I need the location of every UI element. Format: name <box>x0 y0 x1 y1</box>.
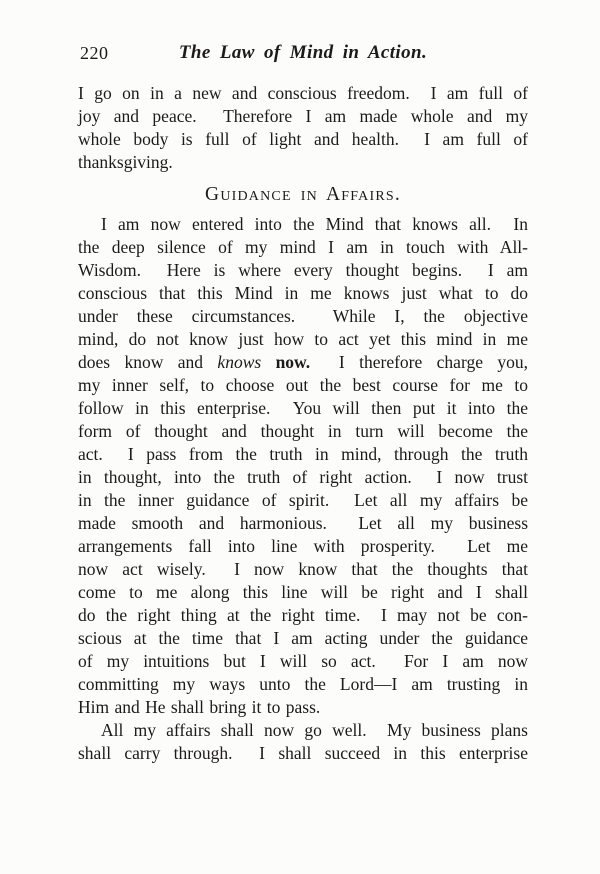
text-line: under these circumstances. While I, the objective <box>78 306 528 326</box>
text-line: I go on in a new and conscious freedom. I am full of <box>78 83 528 103</box>
text-line: of my intuitions but I will so act. For I am now <box>78 651 528 671</box>
text-line: act. I pass from the truth in mind, through the truth <box>78 444 528 464</box>
running-title: The Law of Mind in Action. <box>178 42 428 63</box>
text-line: form of thought and thought in turn will become the <box>78 421 528 441</box>
page-number: 220 <box>80 43 109 63</box>
text-line: joy and peace. Therefore I am made whole and my <box>78 106 528 126</box>
text-line: made smooth and harmonious. Let all my business <box>78 513 528 533</box>
text-line: I am now entered into the Mind that knows all. In <box>101 214 528 234</box>
text-line: the deep silence of my mind I am in touch with All- <box>78 237 528 257</box>
text-line: now act wisely. I now know that the thoughts that <box>78 559 528 579</box>
text-line: Wisdom. Here is where every thought begins. I am <box>78 260 528 280</box>
text-line: conscious that this Mind in me knows just what to do <box>78 283 528 303</box>
text-line: Him and He shall bring it to pass. <box>78 697 321 717</box>
text-line: All my affairs shall now go well. My business plans <box>101 720 528 740</box>
text-line: thanksgiving. <box>78 152 173 172</box>
text-line: come to me along this line will be right and I shall <box>78 582 528 602</box>
text-line: my inner self, to choose out the best course for me to <box>78 375 528 395</box>
text-line: shall carry through. I shall succeed in this enterprise <box>78 743 528 763</box>
paragraph <box>78 213 528 719</box>
text-line: arrangements fall into line with prosperity. Let me <box>78 536 528 556</box>
text-line: do the right thing at the right time. I may not be con- <box>78 605 528 625</box>
section-heading: Guidance in Affairs. <box>205 184 401 205</box>
text-line: whole body is full of light and health. I am full of <box>78 129 528 149</box>
text-line: mind, do not know just how to act yet this mind in me <box>78 329 528 349</box>
page-header <box>78 42 528 66</box>
paragraph <box>78 82 528 174</box>
text-line: scious at the time that I am acting under the guidance <box>78 628 528 648</box>
text-line: follow in this enterprise. You will then put it into the <box>78 398 528 418</box>
paragraph <box>78 719 528 765</box>
body-text <box>78 82 528 765</box>
text-line: committing my ways unto the Lord—I am trusting in <box>78 674 528 694</box>
text-line: does know and knows now. I therefore charge you, <box>78 352 529 372</box>
text-line: in the inner guidance of spirit. Let all my affairs be <box>78 490 528 510</box>
text-line: in thought, into the truth of right action. I now trust <box>78 467 528 487</box>
